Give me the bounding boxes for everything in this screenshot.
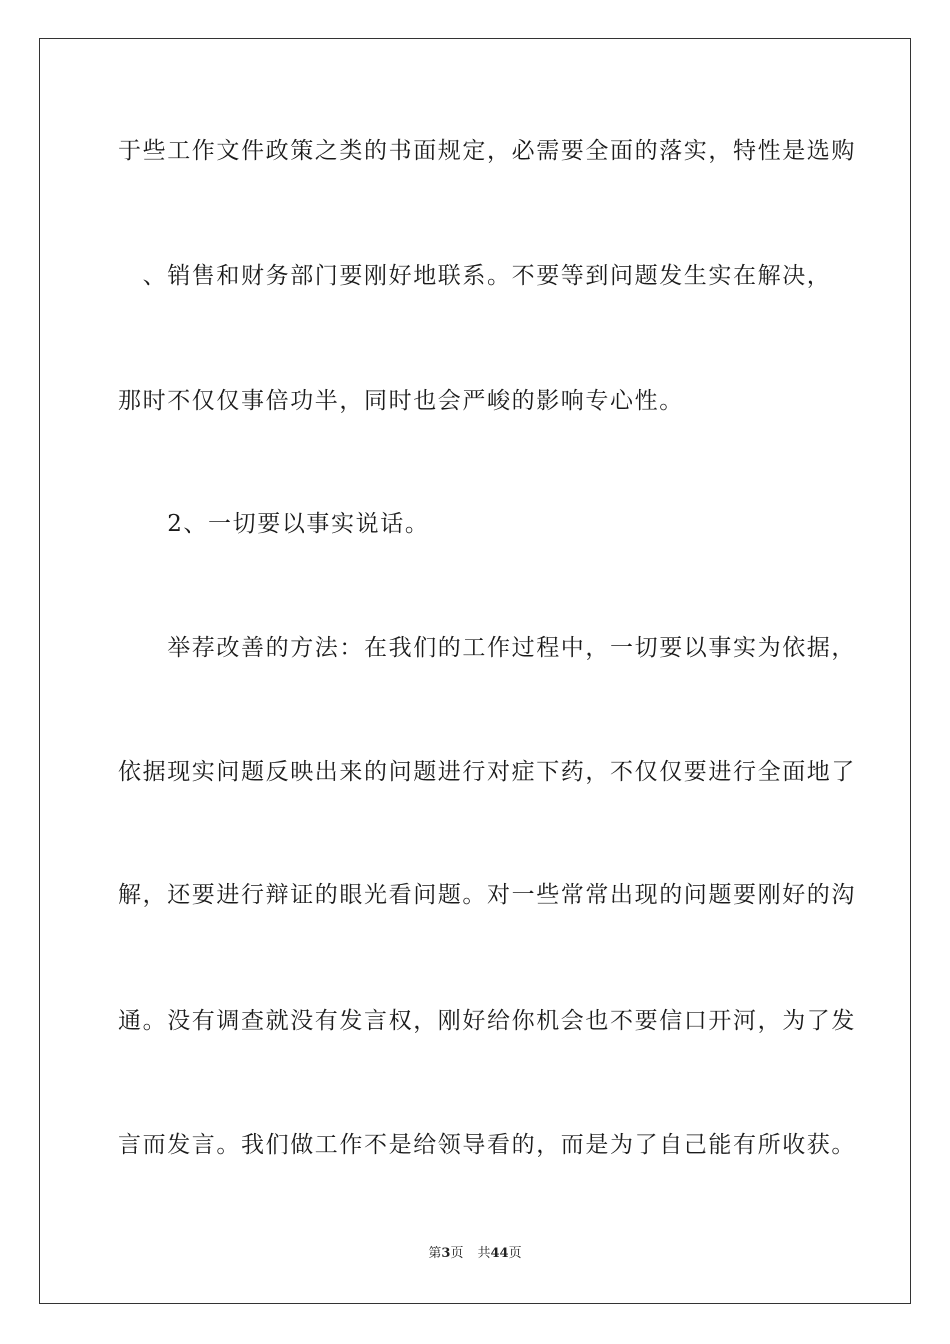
body-text-line-8: 通。没有调查就没有发言权，刚好给你机会也不要信口开河，为了发 — [118, 1008, 856, 1034]
page-suffix: 页 — [450, 1246, 464, 1261]
total-prefix: 共 — [477, 1246, 491, 1261]
total-suffix: 页 — [508, 1246, 522, 1261]
page-footer — [0, 1246, 950, 1262]
body-text-line-2: 、销售和财务部门要刚好地联系。不要等到问题发生实在解决， — [118, 263, 832, 289]
body-text-line-7: 解，还要进行辩证的眼光看问题。对一些常常出现的问题要刚好的沟 — [118, 882, 856, 908]
body-text-line-3: 那时不仅仅事倍功半，同时也会严峻的影响专心性。 — [118, 388, 684, 414]
body-text-line-6: 依据现实问题反映出来的问题进行对症下药，不仅仅要进行全面地了 — [118, 759, 856, 785]
total-pages: 44 — [490, 1246, 509, 1261]
body-text-line-1: 于些工作文件政策之类的书面规定，必需要全面的落实，特性是选购 — [118, 138, 856, 164]
section-heading: 2、一切要以事实说话。 — [118, 511, 430, 537]
body-text-line-5: 举荐改善的方法：在我们的工作过程中，一切要以事实为依据， — [118, 635, 856, 661]
page-prefix: 第 — [428, 1246, 442, 1261]
page-border — [39, 38, 911, 1304]
page-number: 3 — [441, 1246, 451, 1261]
body-text-line-9: 言而发言。我们做工作不是给领导看的，而是为了自己能有所收获。 — [118, 1132, 856, 1158]
